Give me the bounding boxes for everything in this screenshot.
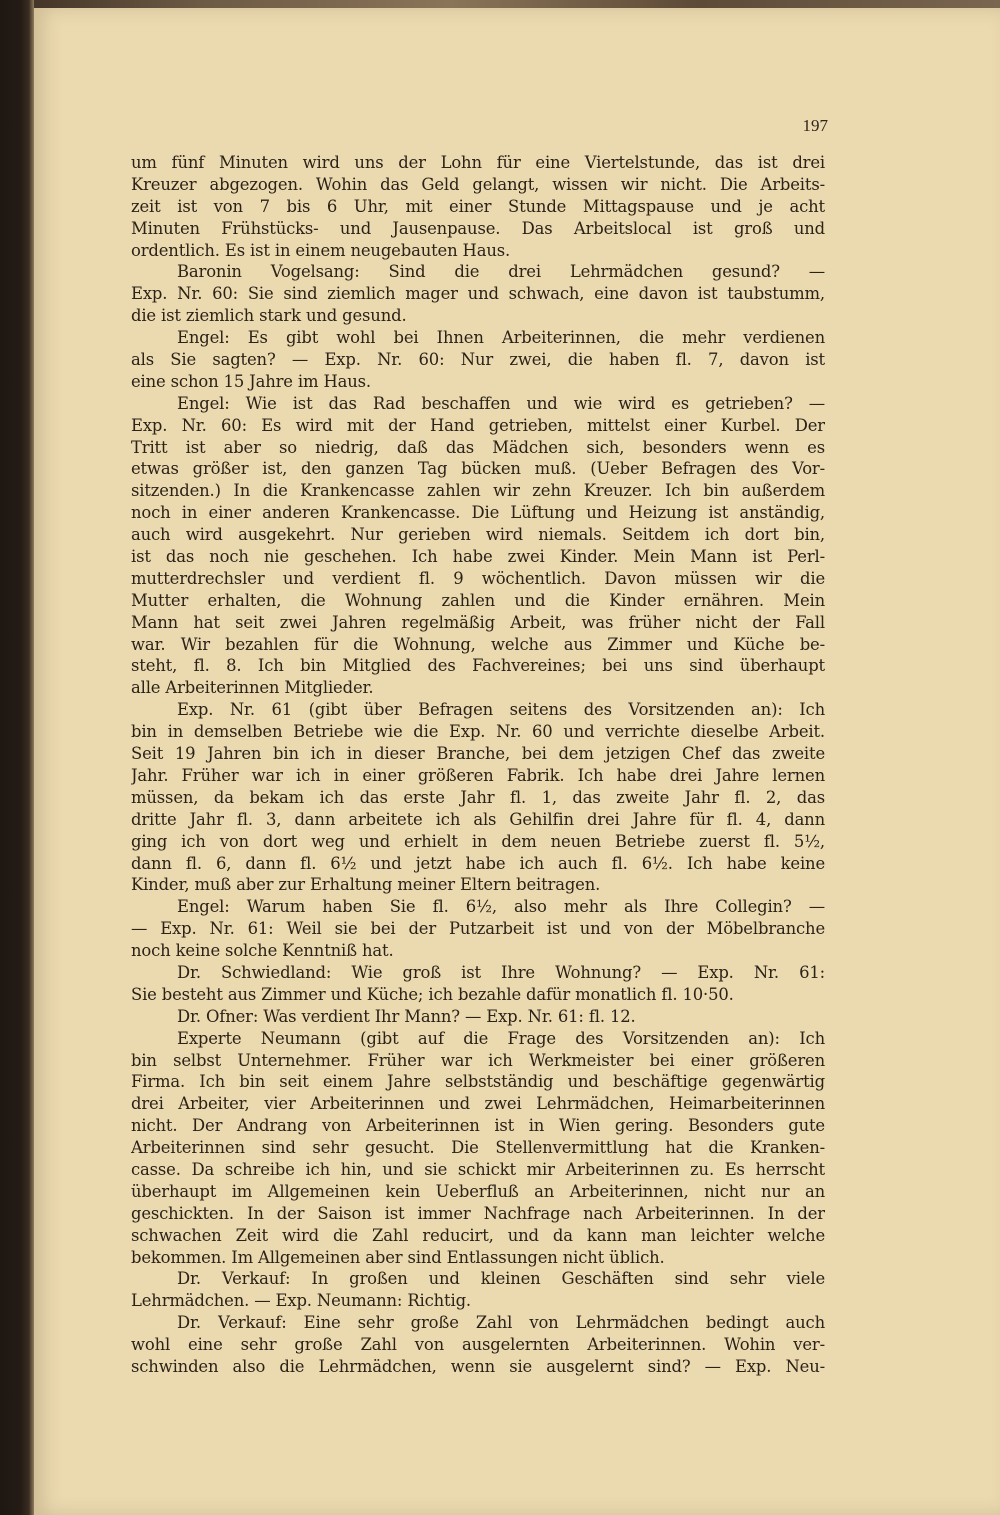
text-line: Lehrmädchen. — Exp. Neumann: Richtig. [131, 1291, 471, 1311]
text-line: müssen, da bekam ich das erste Jahr fl. 1, das zweite Jahr fl. 2, das [131, 787, 825, 807]
text-line: drei Arbeiter, vier Arbeiterinnen und zwei Lehrmädchen, Heimarbeiterinnen [131, 1094, 825, 1114]
paragraph [131, 1312, 825, 1378]
text-line: noch keine solche Kenntniß hat. [131, 941, 394, 961]
text-line: wohl eine sehr große Zahl von ausgelernten Arbeiterinnen. Wohin ver- [131, 1335, 825, 1355]
paragraph [131, 152, 825, 261]
paragraph [131, 261, 825, 327]
text-line: etwas größer ist, den ganzen Tag bücken muß. (Ueber Befragen des Vor- [131, 459, 825, 479]
text-line: Dr. Verkauf: In großen und kleinen Geschäften sind sehr viele [177, 1269, 825, 1289]
text-line: Mutter erhalten, die Wohnung zahlen und die Kinder ernähren. Mein [131, 590, 825, 610]
text-line: Engel: Es gibt wohl bei Ihnen Arbeiterinnen, die mehr verdienen [177, 328, 825, 348]
text-line: casse. Da schreibe ich hin, und sie schickt mir Arbeiterinnen zu. Es herrscht [131, 1159, 825, 1179]
text-line: noch in einer anderen Krankencasse. Die Lüftung und Heizung ist anständig, [131, 503, 825, 523]
text-line: sitzenden.) In die Krankencasse zahlen wir zehn Kreuzer. Ich bin außerdem [131, 481, 825, 501]
text-line: bekommen. Im Allgemeinen aber sind Entlassungen nicht üblich. [131, 1247, 665, 1267]
page-number: 197 [802, 116, 828, 135]
text-line: Arbeiterinnen sind sehr gesucht. Die Stellenvermittlung hat die Kranken- [131, 1138, 825, 1158]
paragraph [131, 327, 825, 393]
text-line: Seit 19 Jahren bin ich in dieser Branche, bei dem jetzigen Chef das zweite [131, 744, 825, 764]
text-line: Dr. Schwiedland: Wie groß ist Ihre Wohnung? — Exp. Nr. 61: [177, 962, 825, 982]
text-line: schwinden also die Lehrmädchen, wenn sie ausgelernt sind? — Exp. Neu- [131, 1356, 825, 1376]
book-spine-shadow [0, 0, 34, 1515]
text-line: dann fl. 6, dann fl. 6½ und jetzt habe ich auch fl. 6½. Ich habe keine [131, 853, 825, 873]
body-text [131, 152, 825, 1378]
text-line: bin selbst Unternehmer. Früher war ich Werkmeister bei einer größeren [131, 1050, 825, 1070]
text-line: Sie besteht aus Zimmer und Küche; ich bezahle dafür monatlich fl. 10·50. [131, 984, 734, 1004]
text-line: — Exp. Nr. 61: Weil sie bei der Putzarbeit ist und von der Möbelbranche [131, 919, 825, 939]
text-line: Exp. Nr. 60: Es wird mit der Hand getrieben, mittelst einer Kurbel. Der [131, 415, 825, 435]
text-line: Kreuzer abgezogen. Wohin das Geld gelangt, wissen wir nicht. Die Arbeits- [131, 174, 825, 194]
text-line: steht, fl. 8. Ich bin Mitglied des Fachvereines; bei uns sind überhaupt [131, 656, 825, 676]
paragraph [131, 962, 825, 1006]
text-line: Kinder, muß aber zur Erhaltung meiner Eltern beitragen. [131, 875, 601, 895]
text-line: überhaupt im Allgemeinen kein Ueberfluß an Arbeiterinnen, nicht nur an [131, 1181, 825, 1201]
text-line: zeit ist von 7 bis 6 Uhr, mit einer Stunde Mittagspause und je acht [131, 196, 825, 216]
text-line: Exp. Nr. 61 (gibt über Befragen seitens des Vorsitzenden an): Ich [177, 700, 825, 720]
text-line: Exp. Nr. 60: Sie sind ziemlich mager und schwach, eine davon ist taubstumm, [131, 284, 825, 304]
paragraph [131, 896, 825, 962]
text-line: als Sie sagten? — Exp. Nr. 60: Nur zwei, die haben fl. 7, davon ist [131, 350, 825, 370]
text-line: ordentlich. Es ist in einem neugebauten Haus. [131, 240, 511, 260]
text-line: Engel: Wie ist das Rad beschaffen und wie wird es getrieben? — [177, 393, 825, 413]
text-line: Baronin Vogelsang: Sind die drei Lehrmädchen gesund? — [177, 262, 825, 282]
text-line: war. Wir bezahlen für die Wohnung, welche aus Zimmer und Küche be- [131, 634, 825, 654]
text-line: mutterdrechsler und verdient fl. 9 wöchentlich. Davon müssen wir die [131, 568, 825, 588]
text-line: bin in demselben Betriebe wie die Exp. Nr. 60 und verrichte dieselbe Arbeit. [131, 722, 825, 742]
text-line: Mann hat seit zwei Jahren regelmäßig Arbeit, was früher nicht der Fall [131, 612, 825, 632]
text-line: Dr. Ofner: Was verdient Ihr Mann? — Exp. Nr. 61: fl. 12. [177, 1006, 636, 1026]
text-line: schwachen Zeit wird die Zahl reducirt, und da kann man leichter welche [131, 1225, 825, 1245]
paragraph [131, 699, 825, 896]
text-line: nicht. Der Andrang von Arbeiterinnen ist in Wien gering. Besonders gute [131, 1116, 825, 1136]
text-line: Dr. Verkauf: Eine sehr große Zahl von Lehrmädchen bedingt auch [177, 1313, 825, 1333]
text-line: um fünf Minuten wird uns der Lohn für eine Viertelstunde, das ist drei [131, 153, 825, 172]
text-line: Experte Neumann (gibt auf die Frage des Vorsitzenden an): Ich [177, 1028, 825, 1048]
text-line: eine schon 15 Jahre im Haus. [131, 371, 371, 391]
text-line: dritte Jahr fl. 3, dann arbeitete ich als Gehilfin drei Jahre für fl. 4, dann [131, 809, 825, 829]
text-line: Engel: Warum haben Sie fl. 6½, also mehr als Ihre Collegin? — [177, 897, 825, 917]
text-line: auch wird ausgekehrt. Nur gerieben wird niemals. Seitdem ich dort bin, [131, 525, 825, 545]
text-line: die ist ziemlich stark und gesund. [131, 306, 407, 326]
text-line: Firma. Ich bin seit einem Jahre selbstständig und beschäftige gegenwärtig [131, 1072, 825, 1092]
text-line: ist das noch nie geschehen. Ich habe zwei Kinder. Mein Mann ist Perl- [131, 547, 825, 567]
text-line: Minuten Frühstücks- und Jausenpause. Das Arbeitslocal ist groß und [131, 218, 825, 238]
paragraph [131, 1268, 825, 1312]
text-line: ging ich von dort weg und erhielt in dem neuen Betriebe zuerst fl. 5½, [131, 831, 825, 851]
text-line: alle Arbeiterinnen Mitglieder. [131, 678, 374, 698]
paragraph [131, 393, 825, 699]
paragraph [131, 1006, 825, 1028]
text-line: geschickten. In der Saison ist immer Nachfrage nach Arbeiterinnen. In der [131, 1203, 825, 1223]
paragraph [131, 1028, 825, 1269]
text-line: Jahr. Früher war ich in einer größeren Fabrik. Ich habe drei Jahre lernen [131, 765, 825, 785]
text-line: Tritt ist aber so niedrig, daß das Mädchen sich, besonders wenn es [131, 437, 825, 457]
